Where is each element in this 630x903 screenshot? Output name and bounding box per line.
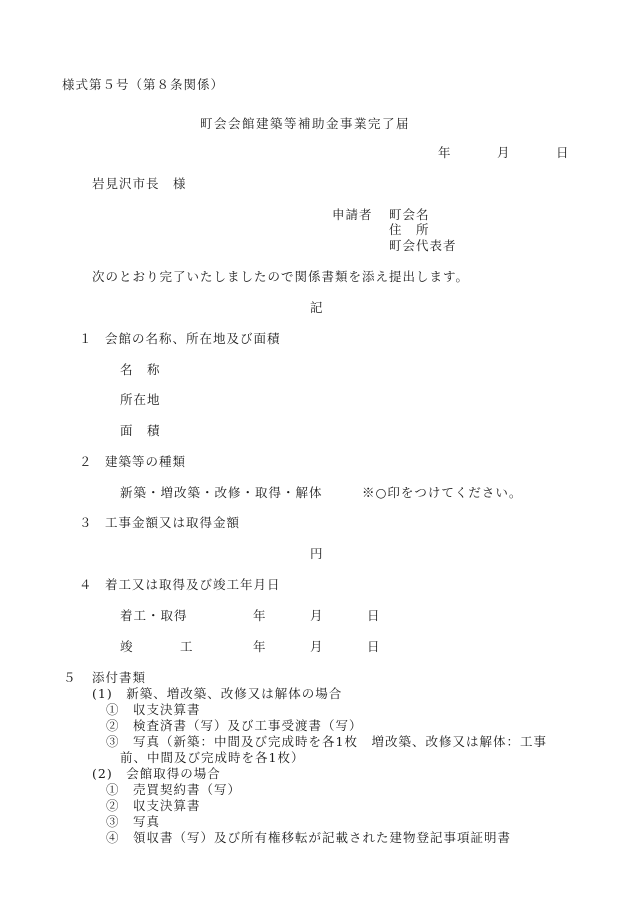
- section-2-note: ※○印をつけてください。: [362, 485, 523, 500]
- date-day: 日: [556, 145, 570, 160]
- section-4-end-label-2: 工: [180, 639, 194, 654]
- list-item: ② 検査済書（写）及び工事受渡書（写）: [106, 718, 363, 733]
- section-4-start-month: 月: [310, 608, 324, 623]
- section-4-start-label: 着工・取得: [120, 608, 188, 623]
- form-number: 様式第５号（第８条関係）: [62, 77, 225, 92]
- list-item: ② 収支決算書: [106, 798, 201, 813]
- section-3-title: 工事金額又は取得金額: [105, 515, 241, 530]
- section-1-name-label: 名 称: [120, 362, 161, 377]
- applicant-address: 住 所: [389, 222, 430, 237]
- list-item: ③ 写真: [106, 814, 161, 829]
- section-2-options: 新築・増改築・改修・取得・解体: [120, 485, 323, 500]
- addressee: 岩見沢市長 様: [92, 176, 187, 191]
- section-3-number: ３: [79, 515, 93, 530]
- section-5-title: 添付書類: [92, 670, 147, 685]
- date-month: 月: [497, 145, 511, 160]
- section-4-number: ４: [79, 577, 93, 592]
- list-item-continuation: 前、中間及び完成時を各1枚）: [120, 750, 305, 765]
- section-4-title: 着工又は取得及び竣工年月日: [105, 577, 281, 592]
- applicant-chonai-name: 町会名: [389, 207, 430, 222]
- date-year: 年: [438, 145, 452, 160]
- section-1-number: １: [79, 331, 93, 346]
- section-4-start-day: 日: [367, 608, 381, 623]
- section-1-location-label: 所在地: [120, 392, 161, 407]
- section-4-end-year: 年: [253, 639, 267, 654]
- section-4-end-label-1: 竣: [120, 639, 134, 654]
- list-item: ③ 写真（新築：中間及び完成時を各1枚 増改築、改修又は解体：工事: [106, 734, 547, 749]
- list-item: ① 収支決算書: [106, 702, 201, 717]
- section-2-title: 建築等の種類: [105, 454, 187, 469]
- list-item: ① 売買契約書（写）: [106, 782, 242, 797]
- intro-text: 次のとおり完了いたしましたので関係書類を添え提出します。: [92, 269, 470, 284]
- section-5-group-1-heading: (1) 新築、増改築、改修又は解体の場合: [92, 686, 343, 701]
- section-1-title: 会館の名称、所在地及び面積: [105, 331, 281, 346]
- section-4-end-month: 月: [310, 639, 324, 654]
- applicant-label: 申請者: [332, 207, 373, 222]
- section-2-number: ２: [79, 454, 93, 469]
- section-1-area-label: 面 積: [120, 423, 161, 438]
- applicant-representative: 町会代表者: [389, 238, 457, 253]
- document-title: 町会会館建築等補助金事業完了届: [200, 116, 411, 131]
- section-5-number: ５: [63, 670, 77, 685]
- list-item: ④ 領収書（写）及び所有権移転が記載された建物登記事項証明書: [106, 830, 512, 845]
- section-4-end-day: 日: [367, 639, 381, 654]
- section-3-yen: 円: [310, 546, 324, 561]
- section-5-group-2-heading: (2) 会館取得の場合: [92, 766, 221, 781]
- ki-heading: 記: [310, 300, 324, 315]
- section-4-start-year: 年: [253, 608, 267, 623]
